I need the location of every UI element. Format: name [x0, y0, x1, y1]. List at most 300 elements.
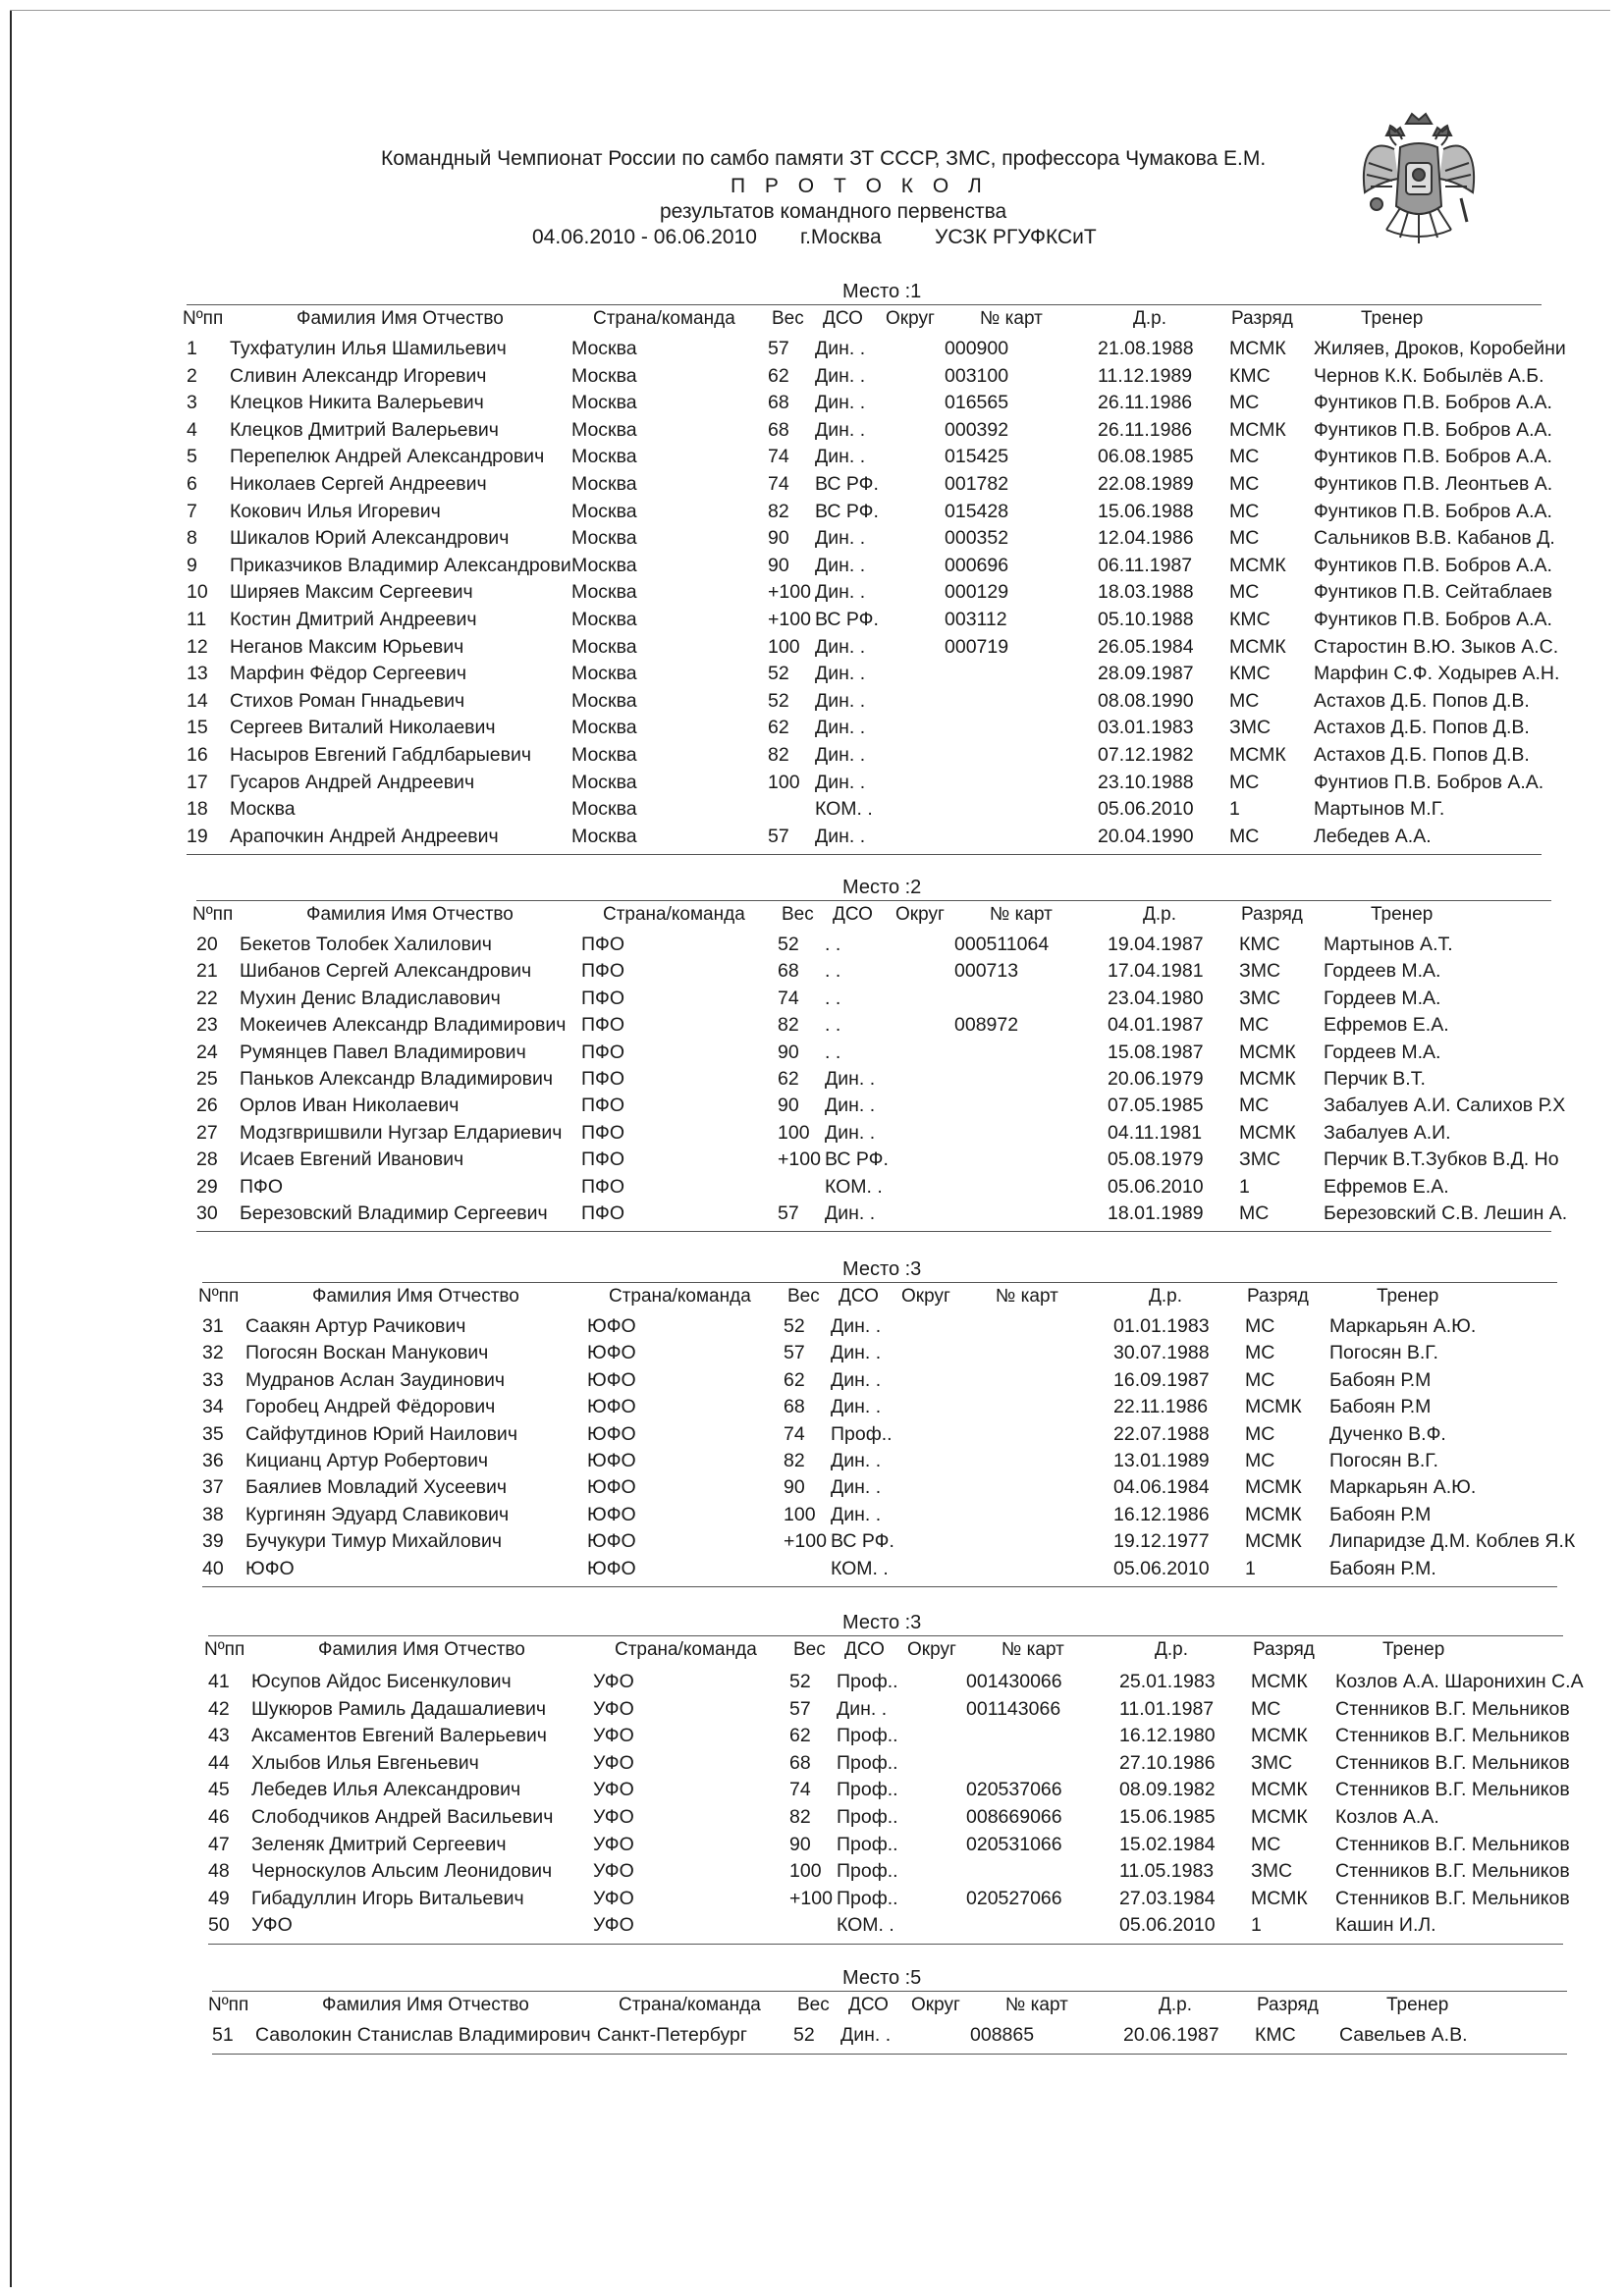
- cell-dso: Дин. .: [815, 527, 866, 550]
- cell-coach: Бабоян Р.М: [1329, 1368, 1432, 1391]
- cell-dso: Дин. .: [815, 338, 866, 359]
- cell-card: 001430066: [966, 1671, 1062, 1692]
- column-header-num: Nºпп: [208, 1995, 249, 2015]
- cell-name: Арапочкин Андрей Андреевич: [230, 825, 499, 847]
- scan-top-line: [10, 10, 1610, 11]
- cell-weight: 74: [768, 473, 789, 495]
- cell-name: Шикалов Юрий Александрович: [230, 527, 510, 550]
- cell-coach: Фунтиков П.В. Бобров А.А.: [1314, 392, 1552, 414]
- cell-team: УФО: [593, 1697, 634, 1720]
- cell-coach: Перчик В.Т.: [1324, 1068, 1426, 1090]
- cell-coach: Астахов Д.Б. Попов Д.В.: [1314, 744, 1530, 766]
- cell-coach: Фунтиков П.В. Леонтьев А.: [1314, 473, 1553, 495]
- cell-coach: Лебедев А.А.: [1314, 825, 1432, 847]
- cell-dso: Дин. .: [815, 744, 866, 766]
- cell-weight: 62: [789, 1725, 811, 1747]
- cell-weight: 52: [784, 1315, 805, 1337]
- cell-num: 11: [187, 609, 207, 630]
- cell-name: Бекетов Толобек Халилович: [240, 934, 492, 955]
- cell-team: Москва: [571, 744, 637, 766]
- cell-dob: 05.06.2010: [1119, 1914, 1216, 1937]
- cell-num: 51: [212, 2024, 234, 2046]
- cell-dso: . .: [825, 960, 841, 983]
- cell-coach: Березовский С.В. Лешин А.: [1324, 1202, 1568, 1224]
- cell-team: ПФО: [581, 1068, 625, 1090]
- cell-dso: Дин. .: [831, 1396, 882, 1418]
- cell-team: ПФО: [581, 1014, 625, 1037]
- cell-num: 3: [187, 392, 197, 414]
- cell-rank: КМС: [1229, 364, 1271, 387]
- cell-coach: Ефремов Е.А.: [1324, 1014, 1449, 1037]
- cell-num: 22: [196, 987, 218, 1009]
- cell-rank: 1: [1251, 1914, 1262, 1937]
- cell-num: 27: [196, 1121, 218, 1144]
- cell-name: ПФО: [240, 1175, 284, 1198]
- cell-rank: КМС: [1229, 663, 1271, 685]
- cell-coach: Фунтиков П.В. Бобров А.А.: [1314, 418, 1552, 441]
- cell-coach: Бабоян Р.М.: [1329, 1557, 1436, 1579]
- cell-name: Лебедев Илья Александрович: [251, 1779, 521, 1801]
- event-venue: УСЗК РГУФКСиТ: [935, 226, 1097, 248]
- header-rule: [208, 1635, 1563, 1636]
- cell-rank: МС: [1229, 689, 1260, 712]
- cell-num: 24: [196, 1041, 218, 1063]
- cell-dso: ВС РФ.: [825, 1148, 889, 1171]
- cell-name: Гибадуллин Игорь Витальевич: [251, 1887, 524, 1909]
- cell-team: Москва: [571, 717, 637, 739]
- cell-dob: 04.06.1984: [1113, 1476, 1210, 1499]
- cell-weight: 82: [789, 1806, 811, 1828]
- cell-dso: Проф..: [837, 1779, 898, 1801]
- cell-team: Москва: [571, 554, 637, 576]
- cell-coach: Фунтиов П.В. Бобров А.А.: [1314, 771, 1544, 793]
- cell-name: Саволокин Станислав Владимирович: [255, 2024, 591, 2046]
- protocol-heading: П Р О Т О К О Л: [731, 175, 989, 197]
- cell-num: 41: [208, 1671, 230, 1692]
- cell-team: ЮФО: [587, 1503, 636, 1525]
- cell-card: 000392: [945, 418, 1009, 441]
- cell-num: 6: [187, 473, 197, 495]
- cell-weight: 52: [768, 663, 789, 685]
- cell-dso: Проф..: [837, 1751, 898, 1774]
- cell-weight: 68: [768, 392, 789, 414]
- cell-dso: КОМ. .: [831, 1557, 889, 1579]
- scan-edge-line: [10, 10, 12, 2287]
- cell-coach: Забалуев А.И. Салихов Р.Х: [1324, 1095, 1566, 1117]
- cell-card: 000129: [945, 581, 1009, 604]
- cell-dob: 23.10.1988: [1098, 771, 1194, 793]
- cell-num: 39: [202, 1530, 224, 1553]
- cell-coach: Чернов К.К. Бобылёв А.Б.: [1314, 364, 1544, 387]
- cell-rank: МСМК: [1239, 1121, 1296, 1144]
- column-header-okrug: Округ: [895, 904, 945, 925]
- column-header-okrug: Округ: [901, 1286, 950, 1307]
- column-header-dob: Д.р.: [1133, 308, 1166, 329]
- cell-team: ЮФО: [587, 1450, 636, 1471]
- cell-card: 015428: [945, 500, 1009, 522]
- cell-num: 44: [208, 1751, 230, 1774]
- cell-weight: 57: [778, 1202, 799, 1224]
- cell-rank: МСМК: [1229, 418, 1286, 441]
- cell-dso: Проф..: [837, 1725, 898, 1747]
- cell-coach: Гордеев М.А.: [1324, 1041, 1441, 1063]
- cell-weight: +100: [784, 1530, 827, 1553]
- column-header-okrug: Округ: [886, 308, 935, 329]
- cell-card: 000696: [945, 554, 1009, 576]
- cell-name: Аксаментов Евгений Валерьевич: [251, 1725, 547, 1747]
- cell-rank: МСМК: [1229, 635, 1286, 658]
- cell-num: 8: [187, 527, 197, 550]
- cell-coach: Ефремов Е.А.: [1324, 1175, 1449, 1198]
- cell-dob: 19.12.1977: [1113, 1530, 1210, 1553]
- cell-coach: Козлов А.А.: [1335, 1806, 1439, 1828]
- cell-team: ПФО: [581, 934, 625, 955]
- cell-rank: МС: [1239, 1014, 1270, 1037]
- cell-team: Москва: [571, 473, 637, 495]
- column-header-rank: Разряд: [1253, 1639, 1315, 1660]
- cell-rank: МС: [1245, 1342, 1275, 1364]
- cell-rank: МС: [1239, 1202, 1270, 1224]
- cell-num: 25: [196, 1068, 218, 1090]
- cell-name: Мудранов Аслан Заудинович: [245, 1368, 505, 1391]
- cell-team: ЮФО: [587, 1530, 636, 1553]
- cell-dso: Дин. .: [815, 392, 866, 414]
- cell-dob: 06.08.1985: [1098, 446, 1194, 468]
- cell-num: 46: [208, 1806, 230, 1828]
- cell-coach: Старостин В.Ю. Зыков А.С.: [1314, 635, 1559, 658]
- cell-coach: Маркарьян А.Ю.: [1329, 1315, 1477, 1337]
- column-header-okrug: Округ: [911, 1995, 960, 2015]
- cell-card: 020537066: [966, 1779, 1062, 1801]
- cell-weight: 90: [778, 1095, 799, 1117]
- cell-dob: 23.04.1980: [1108, 987, 1204, 1009]
- cell-team: Москва: [571, 798, 637, 821]
- cell-dso: Дин. .: [831, 1368, 882, 1391]
- cell-name: ЮФО: [245, 1557, 295, 1579]
- cell-dso: ВС РФ.: [815, 609, 879, 630]
- cell-dso: КОМ. .: [825, 1175, 883, 1198]
- cell-name: Гусаров Андрей Андреевич: [230, 771, 475, 793]
- cell-coach: Кашин И.Л.: [1335, 1914, 1436, 1937]
- column-header-coach: Тренер: [1371, 904, 1434, 925]
- cell-coach: Жиляев, Дроков, Коробейни: [1314, 338, 1566, 359]
- cell-dso: Дин. .: [831, 1476, 882, 1499]
- cell-team: Москва: [571, 663, 637, 685]
- cell-rank: МСМК: [1239, 1068, 1296, 1090]
- cell-name: Мухин Денис Владиславович: [240, 987, 501, 1009]
- column-header-dso: ДСО: [823, 308, 863, 329]
- cell-name: Баялиев Мовладий Хусеевич: [245, 1476, 508, 1499]
- cell-dso: Дин. .: [815, 825, 866, 847]
- cell-name: Сливин Александр Игоревич: [230, 364, 487, 387]
- cell-name: Паньков Александр Владимирович: [240, 1068, 554, 1090]
- cell-dso: Дин. .: [815, 418, 866, 441]
- cell-dob: 26.11.1986: [1098, 392, 1193, 414]
- cell-num: 2: [187, 364, 197, 387]
- cell-team: ПФО: [581, 1121, 625, 1144]
- cell-team: УФО: [593, 1751, 634, 1774]
- cell-team: УФО: [593, 1914, 634, 1937]
- cell-dob: 16.12.1980: [1119, 1725, 1216, 1747]
- cell-dso: Проф..: [837, 1671, 898, 1692]
- cell-name: Костин Дмитрий Андреевич: [230, 609, 477, 630]
- cell-name: Приказчиков Владимир Александрови: [230, 554, 571, 576]
- cell-dob: 30.07.1988: [1113, 1342, 1210, 1364]
- cell-team: Санкт-Петербург: [597, 2024, 747, 2046]
- cell-coach: Марфин С.Ф. Ходырев А.Н.: [1314, 663, 1560, 685]
- cell-team: Москва: [571, 392, 637, 414]
- cell-dob: 07.05.1985: [1108, 1095, 1204, 1117]
- cell-name: Тухфатулин Илья Шамильевич: [230, 338, 507, 359]
- cell-weight: 82: [768, 500, 789, 522]
- cell-rank: МСМК: [1245, 1476, 1302, 1499]
- cell-name: Модзгвришвили Нугзар Елдариевич: [240, 1121, 563, 1144]
- cell-weight: 68: [789, 1751, 811, 1774]
- cell-coach: Астахов Д.Б. Попов Д.В.: [1314, 717, 1530, 739]
- cell-team: УФО: [593, 1833, 634, 1855]
- cell-dob: 15.02.1984: [1119, 1833, 1216, 1855]
- cell-team: Москва: [571, 609, 637, 630]
- cell-team: Москва: [571, 446, 637, 468]
- championship-title: Командный Чемпионат России по самбо памяти ЗТ СССР, ЗМС, профессора Чумакова Е.М.: [381, 147, 1267, 170]
- cell-rank: МС: [1245, 1315, 1275, 1337]
- cell-team: ЮФО: [587, 1396, 636, 1418]
- cell-weight: 62: [778, 1068, 799, 1090]
- cell-team: ПФО: [581, 1202, 625, 1224]
- cell-team: ПФО: [581, 1175, 625, 1198]
- cell-num: 7: [187, 500, 197, 522]
- cell-num: 15: [187, 717, 208, 739]
- cell-dob: 27.10.1986: [1119, 1751, 1216, 1774]
- cell-name: Кургинян Эдуард Славикович: [245, 1503, 510, 1525]
- cell-dso: Дин. .: [815, 446, 866, 468]
- cell-rank: МС: [1245, 1450, 1275, 1471]
- column-header-card: № карт: [996, 1286, 1058, 1307]
- cell-rank: МСМК: [1229, 554, 1286, 576]
- column-header-coach: Тренер: [1377, 1286, 1439, 1307]
- cell-dso: Проф..: [837, 1887, 898, 1909]
- cell-coach: Стенников В.Г. Мельников: [1335, 1697, 1570, 1720]
- cell-weight: 68: [768, 418, 789, 441]
- cell-name: Сайфутдинов Юрий Наилович: [245, 1422, 517, 1445]
- cell-rank: МСМК: [1251, 1671, 1308, 1692]
- cell-rank: МСМК: [1229, 744, 1286, 766]
- cell-card: 020531066: [966, 1833, 1062, 1855]
- cell-rank: 1: [1239, 1175, 1250, 1198]
- cell-weight: +100: [768, 609, 811, 630]
- cell-num: 26: [196, 1095, 218, 1117]
- column-header-coach: Тренер: [1386, 1995, 1449, 2015]
- column-header-card: № карт: [1005, 1995, 1068, 2015]
- cell-num: 30: [196, 1202, 218, 1224]
- cell-weight: 74: [784, 1422, 805, 1445]
- column-header-num: Nºпп: [183, 308, 224, 329]
- cell-card: 003100: [945, 364, 1009, 387]
- cell-name: Березовский Владимир Сергеевич: [240, 1202, 548, 1224]
- cell-num: 19: [187, 825, 208, 847]
- cell-weight: 82: [778, 1014, 799, 1037]
- cell-weight: 52: [793, 2024, 815, 2046]
- section-bottom-rule: [196, 1231, 1551, 1232]
- cell-dob: 04.01.1987: [1108, 1014, 1204, 1037]
- place-title: Место :1: [842, 281, 922, 302]
- header-rule: [196, 900, 1551, 901]
- cell-team: Москва: [571, 825, 637, 847]
- cell-team: Москва: [571, 635, 637, 658]
- cell-dso: . .: [825, 1041, 841, 1063]
- event-city: г.Москва: [800, 226, 882, 248]
- cell-dso: . .: [825, 987, 841, 1009]
- cell-weight: 90: [778, 1041, 799, 1063]
- cell-coach: Козлов А.А. Шаронихин С.А: [1335, 1671, 1584, 1692]
- cell-weight: +100: [768, 581, 811, 604]
- column-header-dso: ДСО: [848, 1995, 889, 2015]
- cell-team: Москва: [571, 689, 637, 712]
- cell-dob: 28.09.1987: [1098, 663, 1194, 685]
- column-header-name: Фамилия Имя Отчество: [322, 1995, 529, 2015]
- cell-coach: Мартынов М.Г.: [1314, 798, 1445, 821]
- column-header-num: Nºпп: [204, 1639, 245, 1660]
- cell-dob: 15.08.1987: [1108, 1041, 1204, 1063]
- cell-name: Мокеичев Александр Владимирович: [240, 1014, 567, 1037]
- cell-coach: Фунтиков П.В. Бобров А.А.: [1314, 554, 1552, 576]
- cell-rank: 1: [1245, 1557, 1256, 1579]
- cell-dob: 26.05.1984: [1098, 635, 1194, 658]
- cell-dso: ВС РФ.: [831, 1530, 894, 1553]
- cell-name: Клецков Дмитрий Валерьевич: [230, 418, 499, 441]
- cell-dob: 20.06.1979: [1108, 1068, 1204, 1090]
- cell-name: Москва: [230, 798, 296, 821]
- section-bottom-rule: [208, 1944, 1563, 1945]
- cell-num: 35: [202, 1422, 224, 1445]
- cell-dso: Дин. .: [815, 364, 866, 387]
- cell-team: Москва: [571, 581, 637, 604]
- column-header-card: № карт: [980, 308, 1043, 329]
- header-rule: [202, 1282, 1557, 1283]
- cell-dso: Дин. .: [825, 1202, 876, 1224]
- cell-dob: 26.11.1986: [1098, 418, 1193, 441]
- cell-weight: 57: [784, 1342, 805, 1364]
- cell-weight: 74: [789, 1779, 811, 1801]
- cell-weight: 68: [778, 960, 799, 983]
- cell-num: 38: [202, 1503, 224, 1525]
- cell-rank: МС: [1245, 1368, 1275, 1391]
- column-header-okrug: Округ: [907, 1639, 956, 1660]
- cell-rank: МС: [1251, 1833, 1281, 1855]
- cell-dso: Дин. .: [831, 1450, 882, 1471]
- cell-dob: 05.06.2010: [1108, 1175, 1204, 1198]
- cell-name: УФО: [251, 1914, 293, 1937]
- cell-rank: ЗМС: [1229, 717, 1272, 739]
- cell-num: 28: [196, 1148, 218, 1171]
- column-header-num: Nºпп: [192, 904, 234, 925]
- cell-rank: МСМК: [1251, 1725, 1308, 1747]
- cell-coach: Дученко В.Ф.: [1329, 1422, 1446, 1445]
- cell-name: Кокович Илья Игоревич: [230, 500, 441, 522]
- cell-coach: Астахов Д.Б. Попов Д.В.: [1314, 689, 1530, 712]
- cell-num: 10: [187, 581, 208, 604]
- cell-name: Шибанов Сергей Александрович: [240, 960, 532, 983]
- cell-coach: Сальников В.В. Кабанов Д.: [1314, 527, 1555, 550]
- column-header-rank: Разряд: [1257, 1995, 1319, 2015]
- cell-coach: Фунтиков П.В. Сейтаблаев: [1314, 581, 1552, 604]
- cell-dso: . .: [825, 934, 841, 955]
- cell-dso: Дин. .: [825, 1095, 876, 1117]
- cell-num: 49: [208, 1887, 230, 1909]
- cell-weight: 90: [768, 527, 789, 550]
- cell-dso: Дин. .: [815, 771, 866, 793]
- cell-num: 29: [196, 1175, 218, 1198]
- cell-coach: Фунтиков П.В. Бобров А.А.: [1314, 609, 1552, 630]
- column-header-weight: Вес: [797, 1995, 830, 2015]
- cell-name: Слободчиков Андрей Васильевич: [251, 1806, 554, 1828]
- cell-num: 36: [202, 1450, 224, 1471]
- cell-coach: Фунтиков П.В. Бобров А.А.: [1314, 500, 1552, 522]
- cell-dso: Дин. .: [825, 1068, 876, 1090]
- cell-num: 34: [202, 1396, 224, 1418]
- cell-dso: Дин. .: [831, 1503, 882, 1525]
- column-header-rank: Разряд: [1247, 1286, 1309, 1307]
- section-bottom-rule: [187, 854, 1542, 855]
- cell-weight: 62: [768, 717, 789, 739]
- cell-name: Горобец Андрей Фёдорович: [245, 1396, 496, 1418]
- cell-coach: Гордеев М.А.: [1324, 987, 1441, 1009]
- cell-team: ЮФО: [587, 1422, 636, 1445]
- column-header-team: Страна/команда: [609, 1286, 751, 1307]
- cell-team: ЮФО: [587, 1476, 636, 1499]
- cell-rank: ЗМС: [1239, 1148, 1281, 1171]
- cell-num: 1: [187, 338, 197, 359]
- cell-num: 45: [208, 1779, 230, 1801]
- section-bottom-rule: [212, 2054, 1567, 2055]
- cell-rank: МС: [1245, 1422, 1275, 1445]
- cell-card: 000713: [954, 960, 1019, 983]
- header-rule: [212, 1991, 1567, 1992]
- cell-card: 008865: [970, 2024, 1035, 2046]
- cell-rank: 1: [1229, 798, 1240, 821]
- cell-weight: 57: [768, 825, 789, 847]
- cell-dob: 27.03.1984: [1119, 1887, 1216, 1909]
- cell-dob: 03.01.1983: [1098, 717, 1194, 739]
- cell-weight: 90: [768, 554, 789, 576]
- cell-weight: 74: [768, 446, 789, 468]
- cell-dob: 08.09.1982: [1119, 1779, 1216, 1801]
- cell-name: Саакян Артур Рачикович: [245, 1315, 466, 1337]
- cell-num: 5: [187, 446, 197, 468]
- russian-eagle-emblem-icon: [1357, 106, 1481, 255]
- cell-weight: +100: [778, 1148, 821, 1171]
- cell-team: Москва: [571, 418, 637, 441]
- section-bottom-rule: [202, 1586, 1557, 1587]
- cell-num: 20: [196, 934, 218, 955]
- cell-dob: 18.03.1988: [1098, 581, 1194, 604]
- cell-rank: ЗМС: [1239, 987, 1281, 1009]
- cell-dso: Дин. .: [837, 1697, 888, 1720]
- cell-card: 008669066: [966, 1806, 1062, 1828]
- column-header-num: Nºпп: [198, 1286, 240, 1307]
- cell-dob: 15.06.1988: [1098, 500, 1194, 522]
- cell-dso: Проф..: [831, 1422, 893, 1445]
- cell-weight: 100: [768, 635, 800, 658]
- cell-team: УФО: [593, 1671, 634, 1692]
- cell-rank: КМС: [1229, 609, 1271, 630]
- cell-dso: Дин. .: [815, 581, 866, 604]
- cell-rank: МС: [1229, 392, 1260, 414]
- cell-num: 23: [196, 1014, 218, 1037]
- cell-weight: 52: [768, 689, 789, 712]
- cell-card: 008972: [954, 1014, 1019, 1037]
- column-header-dso: ДСО: [833, 904, 873, 925]
